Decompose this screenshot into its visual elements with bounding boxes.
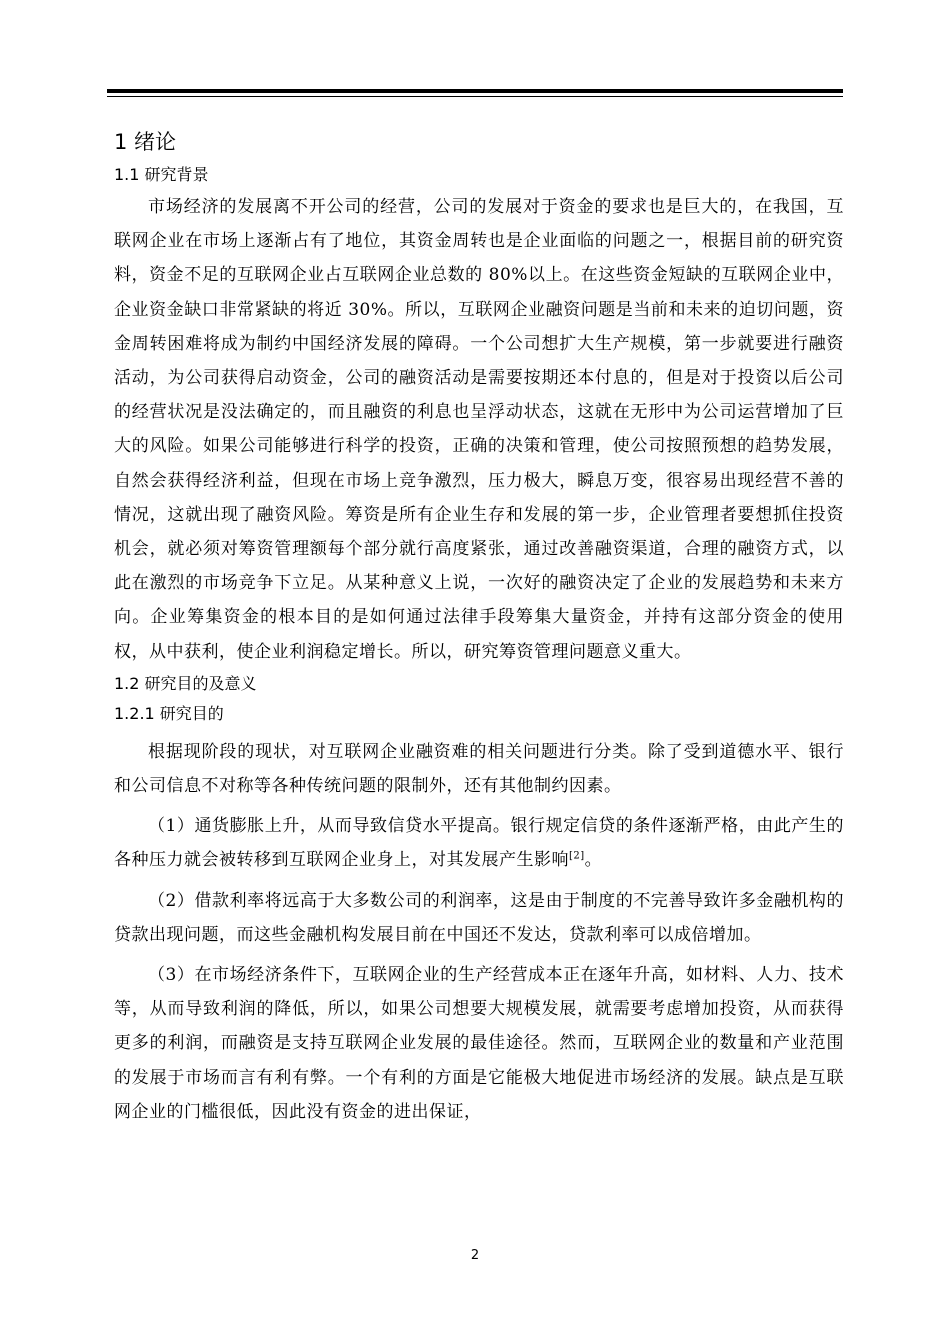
section-heading-1-2: 1.2 研究目的及意义 (114, 673, 257, 693)
background-paragraph: 市场经济的发展离不开公司的经营，公司的发展对于资金的要求也是巨大的，在我国，互联网企业在市场上逐渐占有了地位，其资金周转也是企业面临的问题之一，根据目前的研究资料，资金不足的互联网企业占互联网企业总数的 80%以上。在这些资金短缺的互联网企业中，企业资金缺口非常紧缺的将近 30%。所以，互联网企业融资问题是当前和未来的迫切问题，资金周转困难将成为制约中国经济发展的障碍。一个公司想扩大生产规模，第一步就要进行融资活动，为公司获得启动资金，公司的融资活动是需要按期还本付息的，但是对于投资以后公司的经营状况是没法确定的，而且融资的利息也呈浮动状态，这就在无形中为公司运营增加了巨大的风险。如果公司能够进行科学的投资，正确的决策和管理，使公司按照预想的趋势发展，自然会获得经济利益，但现在市场上竞争激烈，压力极大，瞬息万变，很容易出现经营不善的情况，这就出现了融资风险。筹资是所有企业生存和发展的第一步，企业管理者要想抓住投资机会，就必须对筹资管理额每个部分就行高度紧张，通过改善融资渠道，合理的融资方式，以此在激烈的市场竞争下立足。从某种意义上说，一次好的融资决定了企业的发展趋势和未来方向。企业筹集资金的根本目的是如何通过法律手段筹集大量资金，并持有这部分资金的使用权，从中获利，使企业利润稳定增长。所以，研究筹资管理问题意义重大。 (114, 197, 844, 662)
section-heading-1-1: 1.1 研究背景 (114, 165, 209, 184)
purpose-item-3: （3）在市场经济条件下，互联网企业的生产经营成本正在逐年升高，如材料、人力、技术等，从而导致利润的降低，所以，如果公司想要大规模发展，就需要考虑增加投资，从而获得更多的利润，而融资是支持互联网企业发展的最佳途径。然而，互联网企业的数量和产业范围的发展于市场而言有利有弊。一个有利的方面是它能极大地促进市场经济的发展。缺点是互联网企业的门槛很低，因此没有资金的进出保证， (114, 965, 844, 1122)
page-content (114, 124, 844, 1129)
purpose-item-1-end: 。 (584, 850, 603, 871)
page-number: 2 (470, 1248, 480, 1263)
purpose-item-1 (114, 809, 844, 877)
chapter-heading: 1 绪论 (114, 130, 177, 154)
header-rule-thin (107, 96, 843, 97)
purpose-item-2: （2）借款利率将远高于大多数公司的利润率，这是由于制度的不完善导致许多金融机构的贷款出现问题，而这些金融机构发展目前在中国还不发达，贷款利率可以成倍增加。 (114, 890, 844, 945)
subsection-heading-1-2-1: 1.2.1 研究目的 (114, 703, 224, 723)
purpose-intro-paragraph: 根据现阶段的现状，对互联网企业融资难的相关问题进行分类。除了受到道德水平、银行和公司信息不对称等各种传统问题的限制外，还有其他制约因素。 (114, 741, 844, 797)
header-rule-thick (107, 89, 843, 93)
citation-2: [2] (569, 850, 585, 862)
purpose-item-1-text: （1）通货膨胀上升，从而导致信贷水平提高。银行规定信贷的条件逐渐严格，由此产生的各种压力就会被转移到互联网企业身上，对其发展产生影响 (114, 816, 844, 871)
